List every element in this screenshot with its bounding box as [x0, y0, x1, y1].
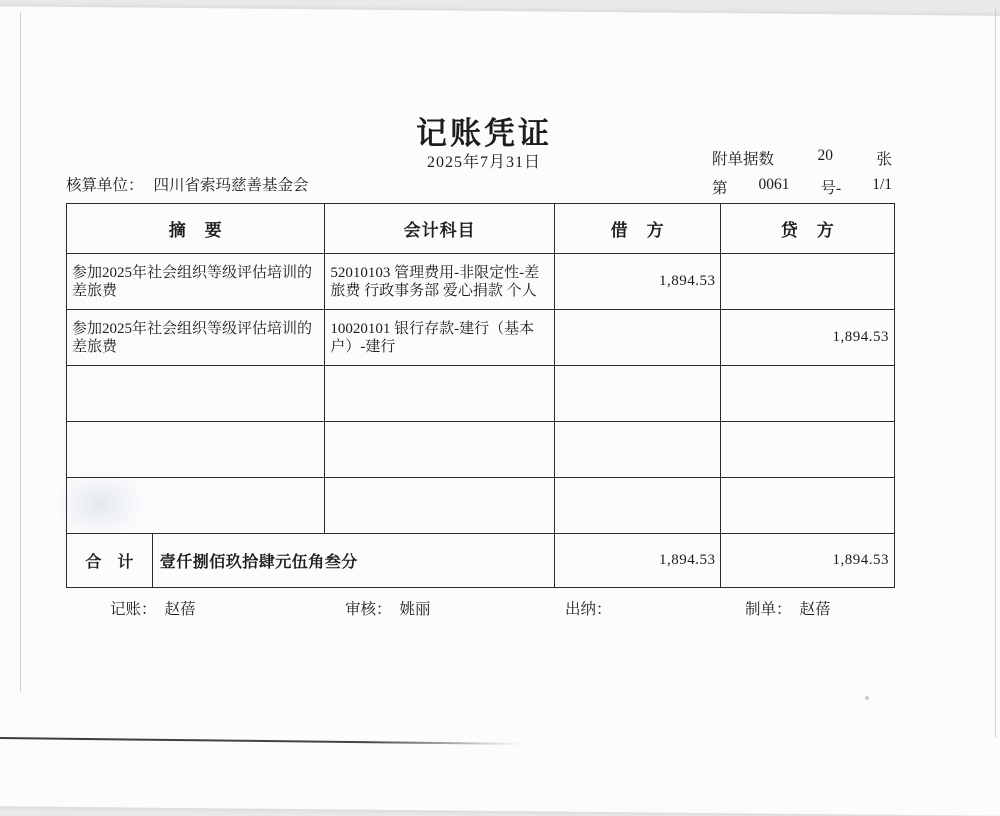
row-summary [67, 366, 325, 421]
accounting-unit-line [66, 173, 309, 195]
row-credit [721, 478, 894, 533]
row-credit: 1,894.53 [832, 329, 890, 345]
signature-auditor [345, 597, 431, 619]
attachment-unit: 张 [876, 151, 892, 168]
total-amount-in-words: 壹仟捌佰玖拾肆元伍角叁分 [153, 534, 555, 587]
table-row-empty [67, 478, 894, 534]
voucher-no-suffix: 号- [820, 180, 842, 197]
table-row-empty [67, 366, 894, 422]
header-credit: 贷 方 [780, 221, 835, 240]
table-row [67, 254, 894, 310]
accounting-unit-label: 核算单位： [66, 177, 144, 194]
signature-cashier [565, 597, 620, 619]
signature-preparer [745, 597, 831, 619]
row-credit [721, 366, 894, 421]
bookkeeper-name: 赵蓓 [164, 601, 196, 618]
bookkeeper-label: 记账： [110, 601, 157, 618]
preparer-label: 制单： [745, 601, 792, 618]
table-header-row [67, 204, 894, 254]
voucher-date: 2025年7月31日 [426, 154, 541, 171]
row-debit [555, 422, 722, 477]
row-account [325, 478, 554, 533]
row-debit [555, 310, 722, 365]
preparer-name: 赵蓓 [799, 601, 831, 618]
voucher-table [66, 203, 895, 588]
table-row [67, 310, 894, 366]
attachment-label: 附单据数 [712, 151, 775, 168]
row-summary: 参加2025年社会组织等级评估培训的差旅费 [67, 254, 325, 309]
row-account: 52010103 管理费用-非限定性-差旅费 行政事务部 爱心捐款 个人 [325, 254, 554, 309]
total-credit: 1,894.53 [832, 552, 890, 568]
row-summary [67, 422, 325, 477]
row-account [325, 366, 554, 421]
voucher-no-prefix: 第 [712, 180, 728, 197]
attachment-count: 20 [817, 147, 833, 164]
auditor-name: 姚丽 [399, 601, 431, 618]
row-summary: 参加2025年社会组织等级评估培训的差旅费 [67, 310, 325, 365]
row-debit [555, 366, 722, 421]
row-debit [555, 478, 722, 533]
row-account [325, 422, 554, 477]
table-total-row [67, 534, 894, 587]
total-debit: 1,894.53 [555, 534, 722, 587]
signature-bookkeeper [110, 597, 196, 619]
voucher-number-line [712, 176, 892, 198]
row-credit [721, 422, 894, 477]
header-account: 会计科目 [325, 204, 554, 253]
row-credit [721, 254, 894, 309]
header-summary: 摘 要 [67, 204, 325, 253]
attachment-count-line [712, 147, 892, 169]
accounting-unit-name: 四川省索玛慈善基金会 [153, 177, 309, 194]
voucher-no-value: 0061 [758, 176, 790, 193]
voucher-title: 记账凭证 [416, 116, 552, 151]
row-summary [67, 478, 325, 533]
total-label: 合 计 [67, 534, 153, 587]
auditor-label: 审核： [345, 601, 392, 618]
row-account: 10020101 银行存款-建行（基本户）-建行 [325, 310, 554, 365]
table-row-empty [67, 422, 894, 478]
voucher-meta-block [712, 147, 892, 205]
header-debit: 借 方 [555, 204, 722, 253]
voucher-page-indicator: 1/1 [872, 176, 892, 193]
cashier-label: 出纳： [565, 601, 612, 618]
row-debit: 1,894.53 [555, 254, 722, 309]
